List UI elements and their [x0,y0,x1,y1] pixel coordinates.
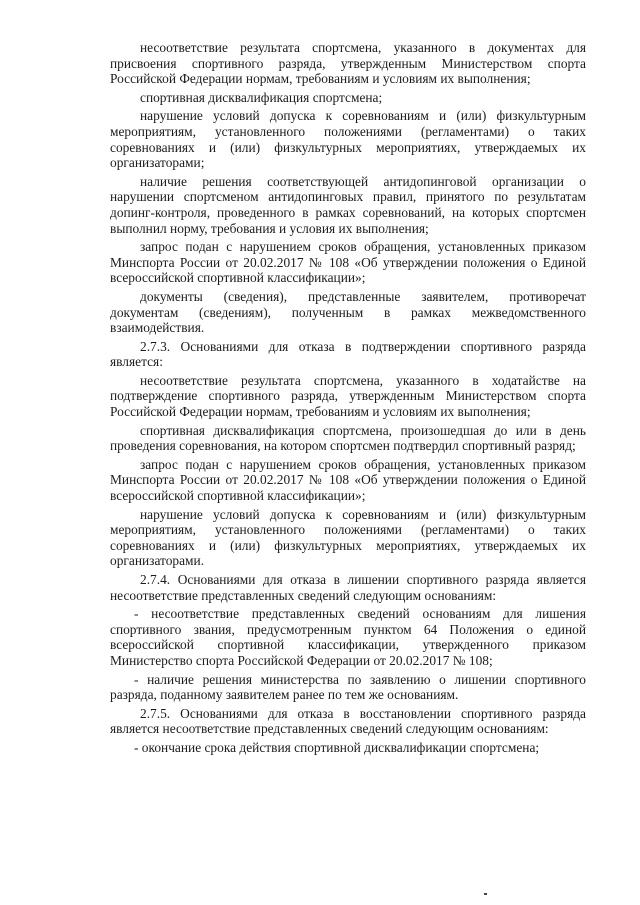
paragraph: несоответствие результата спортсмена, указанного в ходатайстве на подтверждение спортивного разряда, утвержденным Министерством спорта Российской Федерации нормам, требованиям и условиям их выполнения; [110,372,586,420]
paragraph: спортивная дисквалификация спортсмена; [140,89,383,105]
paragraph: запрос подан с нарушением сроков обращения, установленных приказом Минспорта России от 20.02.2017 № 108 «Об утверждении положения о Единой всероссийской спортивной классификации»; [110,456,586,504]
paragraph: запрос подан с нарушением сроков обращения, установленных приказом Минспорта России от 20.02.2017 № 108 «Об утверждении положения о Единой всероссийской спортивной классификации»; [110,239,586,286]
dash-item: - окончание срока действия спортивной дисквалификации спортсмена; [134,739,540,755]
paragraph: документы (сведения), представленные заявителем, противоречат документам (сведениям), полученным в рамках межведомственного взаимодействия. [110,288,586,336]
dash-item: - несоответствие представленных сведений основаниям для лишения спортивного звания, предусмотренным пунктом 64 Положения о единой всероссийской спортивной классификации, утвержденного приказом Министерство спорта Российской Федерации от 20.02.2017 № 108; [110,606,586,668]
dash-item: - наличие решения министерства по заявлению о лишении спортивного разряда, поданному заявителем ранее по тем же основаниям. [110,671,586,703]
section-heading-2-7-4: 2.7.4. Основаниями для отказа в лишении спортивного разряда является несоответствие представленных сведений следующим основаниям: [110,572,586,603]
paragraph: несоответствие результата спортсмена, указанного в документах для присвоения спортивного разряда, утвержденным Министерством спорта Российской Федерации нормам, требованиям и условиям их выполнения; [110,40,586,87]
paragraph: наличие решения соответствующей антидопинговой организации о нарушении спортсменом антидопинговых правил, принятого по результатам допинг-контроля, проведенного в рамках соревнований, на которых спортсмен выполнил норму, требования и условия их выполнения; [110,173,586,236]
paragraph: нарушение условий допуска к соревнованиям и (или) физкультурным мероприятиям, установленного положениями (регламентами) о таких соревнованиях и (или) физкультурных мероприятиях, утверждаемых их организаторами; [110,108,586,171]
section-heading-2-7-5: 2.7.5. Основаниями для отказа в восстановлении спортивного разряда является несоответствие представленных сведений следующим основаниям: [110,705,586,737]
section-heading-2-7-3: 2.7.3. Основаниями для отказа в подтверждении спортивного разряда является: [110,338,586,370]
paragraph: спортивная дисквалификация спортсмена, произошедшая до или в день проведения соревнования, на котором спортсмен подтвердил спортивный разряд; [110,422,586,454]
document-page [110,40,586,759]
paragraph: нарушение условий допуска к соревнованиям и (или) физкультурным мероприятиям, установленного положениями (регламентами) о таких соревнованиях и (или) физкультурных мероприятиях, утверждаемых их организаторами. [110,506,586,569]
scan-speck [484,893,487,895]
